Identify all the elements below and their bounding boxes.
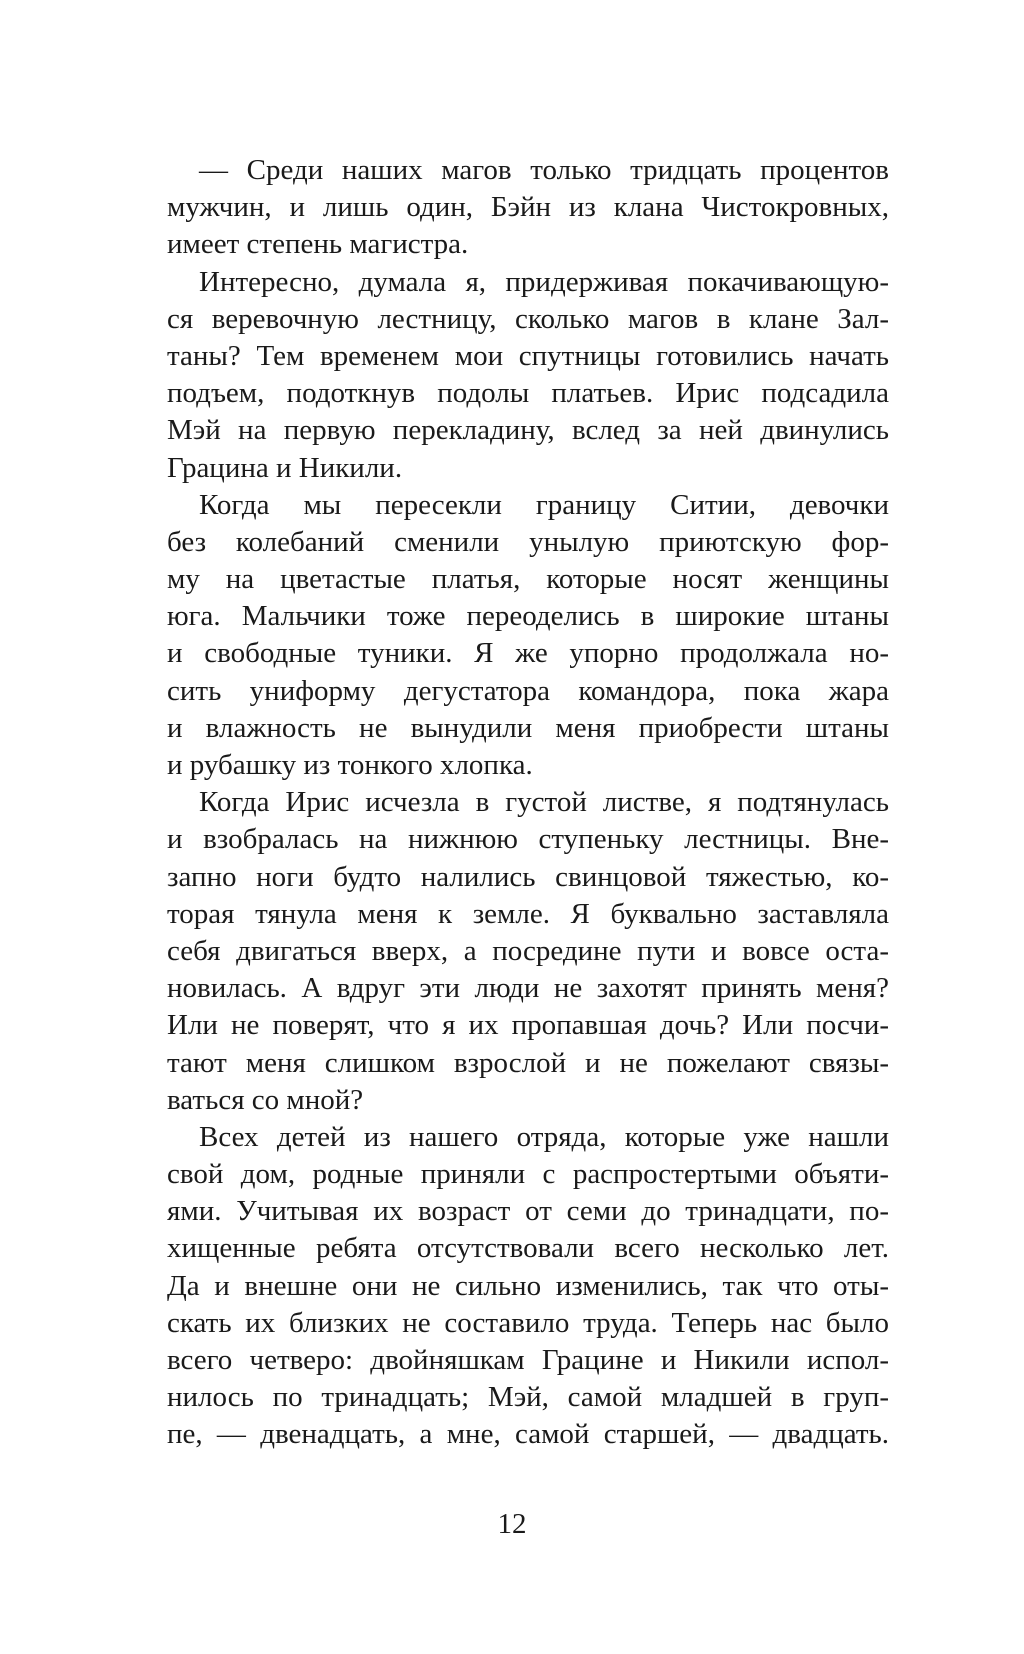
text-line: Когда Ирис исчезла в густой листве, я подтянулась (199, 786, 889, 819)
paragraph (167, 152, 889, 264)
text-line: мужчин, и лишь один, Бэйн из клана Чистокровных, (167, 191, 889, 224)
text-line: имеет степень магистра. (167, 228, 469, 261)
text-line: запно ноги будто налились свинцовой тяжестью, ко- (167, 860, 889, 893)
text-line: без колебаний сменили унылую приютскую фор- (167, 525, 889, 558)
text-line: Мэй на первую перекладину, вслед за ней двинулись (167, 414, 889, 447)
text-line: ями. Учитывая их возраст от семи до тринадцати, по- (167, 1195, 889, 1228)
text-line: скать их близких не составило труда. Теперь нас было (167, 1306, 889, 1339)
text-line: — Среди наших магов только тридцать процентов (199, 154, 889, 186)
text-line: подъем, подоткнув подолы платьев. Ирис подсадила (167, 377, 889, 410)
paragraph (167, 784, 889, 1119)
text-line: торая тянула меня к земле. Я буквально заставляла (167, 897, 889, 930)
text-line: свой дом, родные приняли с распростертыми объяти- (167, 1158, 889, 1191)
text-line: юга. Мальчики тоже переоделись в широкие штаны (167, 600, 889, 633)
text-line: Интересно, думала я, придерживая покачивающую- (199, 265, 889, 298)
text-line: себя двигаться вверх, а посредине пути и вовсе оста- (167, 934, 889, 967)
text-line: хищенные ребята отсутствовали всего несколько лет. (167, 1232, 889, 1265)
text-line: нилось по тринадцать; Мэй, самой младшей в груп- (167, 1381, 889, 1414)
text-line: и рубашку из тонкого хлопка. (167, 749, 533, 781)
paragraph (167, 264, 889, 487)
text-line: Или не поверят, что я их пропавшая дочь? Или посчи- (167, 1009, 889, 1042)
page-number: 12 (497, 1508, 527, 1540)
text-line: Грацина и Никили. (167, 451, 403, 484)
text-line: таны? Тем временем мои спутницы готовились начать (167, 339, 889, 372)
text-line: ваться со мной? (167, 1083, 364, 1116)
text-line: новилась. А вдруг эти люди не захотят принять меня? (167, 972, 889, 1005)
text-line: пе, — двенадцать, а мне, самой старшей, — двадцать. (167, 1418, 889, 1451)
text-line: Всех детей из нашего отряда, которые уже нашли (199, 1120, 889, 1153)
paragraph (167, 487, 889, 785)
paragraph (167, 1119, 889, 1454)
text-line: му на цветастые платья, которые носят женщины (167, 563, 889, 596)
text-line: и свободные туники. Я же упорно продолжала но- (167, 637, 889, 670)
text-line: и взобралась на нижнюю ступеньку лестницы. Вне- (167, 823, 889, 856)
page-body-text (167, 152, 889, 1454)
text-line: ся веревочную лестницу, сколько магов в клане Зал- (167, 302, 889, 335)
text-line: всего четверо: двойняшкам Грацине и Никили испол- (167, 1344, 889, 1376)
text-line: Да и внешне они не сильно изменились, так что оты- (167, 1269, 889, 1302)
text-line: Когда мы пересекли границу Ситии, девочки (199, 488, 889, 521)
text-line: сить униформу дегустатора командора, пока жара (167, 674, 889, 707)
text-line: и влажность не вынудили меня приобрести штаны (167, 711, 889, 744)
text-line: тают меня слишком взрослой и не пожелают связы- (167, 1046, 889, 1079)
